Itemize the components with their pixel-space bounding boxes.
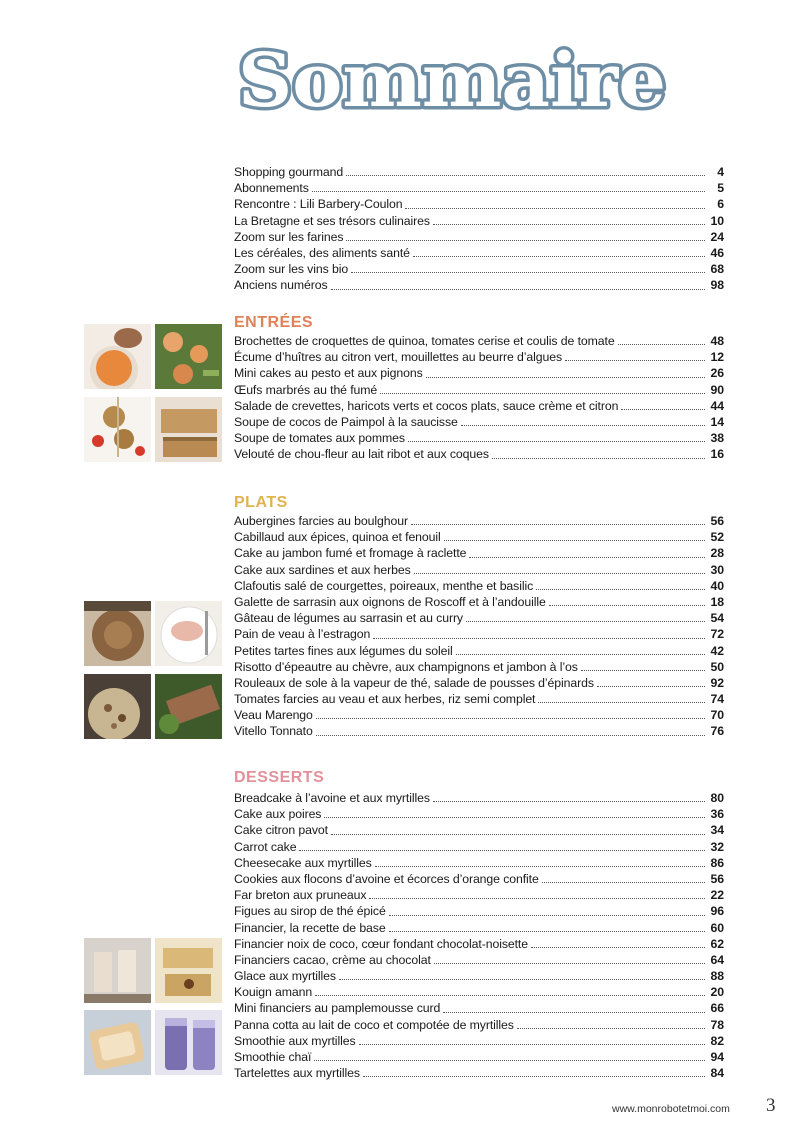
toc-entry-title: Anciens numéros (234, 278, 328, 293)
toc-row (234, 430, 724, 446)
toc-leader-dots (312, 190, 705, 192)
toc-row (234, 643, 724, 659)
toc-leader-dots (316, 734, 705, 736)
toc-leader-dots (369, 897, 705, 899)
toc-leader-dots (346, 239, 705, 241)
toc-leader-dots (469, 556, 705, 558)
toc-leader-dots (433, 800, 705, 802)
toc-leader-dots (315, 994, 705, 996)
toc-entry-page: 6 (717, 197, 724, 212)
toc-entry-title: Zoom sur les farines (234, 229, 344, 244)
toc-entry-title: Glace aux myrtilles (234, 969, 336, 984)
toc-row (234, 277, 724, 293)
toc-entry-page: 32 (710, 839, 724, 854)
toc-leader-dots (389, 914, 705, 916)
toc-leader-dots (389, 930, 705, 932)
toc-entry-page: 56 (710, 514, 724, 528)
toc-leader-dots (363, 1075, 705, 1077)
toc-entry-title: Mini cakes au pesto et aux pignons (234, 366, 423, 381)
toc-entry-page: 80 (710, 791, 724, 805)
toc-leader-dots (466, 620, 705, 622)
photo-smoothie-glasses (84, 938, 151, 1003)
toc-entry-title: Smoothie aux myrtilles (234, 1033, 356, 1048)
toc-entry-page: 78 (710, 1017, 724, 1032)
toc-entry-title: Soupe de tomates aux pommes (234, 431, 405, 446)
toc-entry-title: Panna cotta au lait de coco et compotée de myrtilles (234, 1017, 514, 1032)
toc-entry-title: Les céréales, des aliments santé (234, 245, 410, 260)
toc-entry-title: Financiers cacao, crème au chocolat (234, 952, 431, 967)
toc-entry-page: 10 (710, 213, 724, 228)
toc-leader-dots (426, 376, 705, 378)
desserts-heading: DESSERTS (234, 769, 325, 786)
photo-financiers (155, 938, 222, 1003)
toc-entry-title: Risotto d’épeautre au chèvre, aux champignons et jambon à l’os (234, 659, 578, 674)
toc-leader-dots (351, 271, 705, 273)
toc-entry-page: 48 (710, 334, 724, 348)
toc-row (234, 1049, 724, 1065)
plats-heading: PLATS (234, 494, 288, 511)
toc-entry-page: 26 (710, 366, 724, 381)
toc-leader-dots (433, 223, 705, 225)
photo-veal-loaf (155, 674, 222, 739)
toc-entry-page: 90 (710, 382, 724, 397)
toc-entry-page: 64 (710, 952, 724, 967)
toc-entry-title: Cheesecake aux myrtilles (234, 855, 372, 870)
toc-entry-page: 38 (710, 431, 724, 446)
toc-row (234, 610, 724, 626)
toc-row (234, 513, 724, 529)
toc-entry-page: 54 (710, 611, 724, 626)
toc-entry-page: 98 (710, 278, 724, 293)
toc-row (234, 594, 724, 610)
toc-row (234, 839, 724, 855)
toc-row (234, 968, 724, 984)
toc-entry-page: 42 (710, 643, 724, 658)
toc-entry-page: 28 (710, 546, 724, 561)
toc-leader-dots (339, 978, 705, 980)
toc-row (234, 213, 724, 229)
toc-row (234, 196, 724, 212)
toc-entry-title: Tomates farcies au veau et aux herbes, riz semi complet (234, 692, 536, 707)
toc-leader-dots (346, 174, 705, 176)
photo-galette (84, 601, 151, 666)
toc-row (234, 261, 724, 277)
toc-leader-dots (331, 833, 705, 835)
toc-entry-title: Veau Marengo (234, 708, 313, 723)
toc-entry-title: Soupe de cocos de Paimpol à la saucisse (234, 414, 458, 429)
toc-entry-title: Figues au sirop de thé épicé (234, 904, 386, 919)
toc-leader-dots (316, 717, 705, 719)
toc-entry-page: 96 (710, 904, 724, 919)
photo-soup (84, 324, 151, 389)
page-title (232, 34, 672, 124)
toc-entry-page: 88 (710, 969, 724, 984)
toc-entry-page: 40 (710, 578, 724, 593)
photo-shrimp-salad (155, 324, 222, 389)
toc-row (234, 414, 724, 430)
entrees-list (234, 333, 724, 463)
toc-entry-page: 62 (710, 936, 724, 951)
toc-entry-title: Galette de sarrasin aux oignons de Roscoff et à l’andouille (234, 594, 546, 609)
toc-entry-page: 84 (710, 1066, 724, 1081)
toc-leader-dots (443, 1011, 705, 1013)
toc-row (234, 984, 724, 1000)
toc-entry-title: Cake au jambon fumé et fromage à raclette (234, 546, 467, 561)
toc-entry-page: 72 (710, 627, 724, 642)
plats-list (234, 513, 724, 740)
toc-row (234, 529, 724, 545)
toc-entry-title: Abonnements (234, 181, 309, 196)
toc-leader-dots (331, 288, 705, 290)
toc-entry-title: Rencontre : Lili Barbery-Coulon (234, 197, 403, 212)
toc-row (234, 952, 724, 968)
toc-entry-page: 92 (710, 675, 724, 690)
toc-row (234, 626, 724, 642)
toc-leader-dots (517, 1027, 705, 1029)
toc-entry-title: Vitello Tonnato (234, 724, 313, 739)
toc-row (234, 855, 724, 871)
toc-leader-dots (375, 865, 705, 867)
toc-leader-dots (456, 653, 705, 655)
footer-website: www.monrobotetmoi.com (612, 1103, 730, 1115)
toc-entry-title: Zoom sur les vins bio (234, 262, 349, 277)
toc-row (234, 365, 724, 381)
toc-entry-page: 36 (710, 807, 724, 822)
toc-row (234, 887, 724, 903)
toc-leader-dots (380, 392, 705, 394)
toc-row (234, 398, 724, 414)
toc-leader-dots (621, 408, 705, 410)
toc-row (234, 1000, 724, 1016)
toc-row (234, 691, 724, 707)
toc-entry-page: 52 (710, 530, 724, 545)
toc-entry-title: Petites tartes fines aux légumes du soleil (234, 643, 453, 658)
toc-row (234, 180, 724, 196)
toc-leader-dots (444, 539, 705, 541)
toc-row (234, 545, 724, 561)
toc-entry-title: Kouign amann (234, 985, 313, 1000)
photo-blueberry-smoothie (155, 1010, 222, 1075)
toc-entry-title: Aubergines farcies au boulghour (234, 514, 408, 528)
toc-leader-dots (549, 604, 705, 606)
toc-row (234, 333, 724, 349)
toc-row (234, 920, 724, 936)
toc-leader-dots (492, 457, 705, 459)
toc-entry-title: Far breton aux pruneaux (234, 888, 367, 903)
toc-entry-title: Clafoutis salé de courgettes, poireaux, menthe et basilic (234, 578, 534, 593)
toc-entry-title: Écume d’huîtres au citron vert, mouillettes au beurre d’algues (234, 350, 563, 365)
toc-entry-title: Gâteau de légumes au sarrasin et au curry (234, 611, 463, 626)
toc-row (234, 675, 724, 691)
toc-entry-title: Smoothie chaï (234, 1050, 312, 1064)
photo-croquettes (84, 397, 151, 462)
page-title-text: Sommaire (238, 38, 666, 124)
toc-entry-page: 20 (710, 985, 724, 1000)
toc-leader-dots (324, 816, 705, 818)
toc-row (234, 562, 724, 578)
toc-entry-page: 24 (710, 229, 724, 244)
toc-entry-page: 22 (710, 888, 724, 903)
toc-leader-dots (565, 359, 705, 361)
toc-entry-page: 16 (710, 447, 724, 462)
toc-row (234, 1017, 724, 1033)
toc-row (234, 245, 724, 261)
toc-entry-page: 60 (710, 920, 724, 935)
toc-entry-page: 86 (710, 855, 724, 870)
toc-entry-title: Cake citron pavot (234, 823, 328, 838)
toc-leader-dots (413, 255, 705, 257)
toc-entry-title: Œufs marbrés au thé fumé (234, 382, 378, 397)
toc-leader-dots (411, 523, 705, 525)
toc-row (234, 659, 724, 675)
toc-leader-dots (408, 440, 705, 442)
toc-entry-title: Cake aux sardines et aux herbes (234, 562, 411, 577)
toc-leader-dots (314, 1059, 705, 1061)
toc-entry-title: Tartelettes aux myrtilles (234, 1066, 360, 1081)
toc-leader-dots (414, 572, 705, 574)
toc-row (234, 1065, 724, 1081)
toc-leader-dots (373, 637, 705, 639)
toc-entry-title: La Bretagne et ses trésors culinaires (234, 213, 430, 228)
toc-entry-page: 82 (710, 1033, 724, 1048)
photo-mini-cakes (155, 397, 222, 462)
toc-leader-dots (434, 962, 705, 964)
toc-row (234, 871, 724, 887)
toc-entry-title: Salade de crevettes, haricots verts et cocos plats, sauce crème et citron (234, 398, 619, 413)
toc-entry-page: 56 (710, 871, 724, 886)
toc-leader-dots (359, 1043, 706, 1045)
toc-entry-title: Carrot cake (234, 839, 297, 854)
toc-entry-page: 30 (710, 562, 724, 577)
toc-entry-page: 44 (710, 398, 724, 413)
toc-row (234, 806, 724, 822)
toc-row (234, 1033, 724, 1049)
toc-leader-dots (597, 685, 705, 687)
toc-leader-dots (538, 701, 705, 703)
toc-entry-title: Cake aux poires (234, 807, 322, 822)
toc-leader-dots (531, 946, 705, 948)
toc-row (234, 229, 724, 245)
photo-risotto (84, 674, 151, 739)
page-number: 3 (766, 1095, 776, 1116)
toc-row (234, 382, 724, 398)
toc-entry-title: Cabillaud aux épices, quinoa et fenouil (234, 530, 441, 545)
toc-leader-dots (581, 669, 705, 671)
toc-entry-page: 18 (710, 594, 724, 609)
toc-entry-page: 50 (710, 659, 724, 674)
toc-row (234, 723, 724, 739)
toc-row (234, 790, 724, 806)
toc-entry-title: Velouté de chou-fleur au lait ribot et aux coques (234, 447, 489, 462)
toc-entry-page: 5 (717, 181, 724, 196)
entrees-heading: ENTRÉES (234, 314, 314, 331)
toc-leader-dots (461, 424, 705, 426)
toc-entry-page: 66 (710, 1001, 724, 1016)
toc-entry-page: 76 (710, 724, 724, 739)
toc-leader-dots (405, 207, 705, 209)
toc-row (234, 903, 724, 919)
toc-row (234, 707, 724, 723)
toc-entry-page: 12 (710, 350, 724, 365)
toc-entry-title: Brochettes de croquettes de quinoa, tomates cerise et coulis de tomate (234, 334, 615, 348)
toc-entry-title: Rouleaux de sole à la vapeur de thé, salade de pousses d’épinards (234, 675, 594, 690)
toc-entry-page: 4 (717, 165, 724, 179)
toc-entry-title: Breadcake à l’avoine et aux myrtilles (234, 791, 430, 805)
toc-leader-dots (536, 588, 705, 590)
toc-entry-page: 74 (710, 692, 724, 707)
toc-row (234, 446, 724, 462)
intro-list (234, 164, 724, 294)
toc-entry-title: Cookies aux flocons d’avoine et écorces d’orange confite (234, 871, 539, 886)
toc-leader-dots (542, 881, 705, 883)
desserts-list (234, 790, 724, 1081)
toc-entry-page: 70 (710, 708, 724, 723)
toc-leader-dots (299, 849, 705, 851)
toc-entry-page: 46 (710, 245, 724, 260)
toc-entry-title: Mini financiers au pamplemousse curd (234, 1001, 441, 1016)
toc-entry-title: Financier noix de coco, cœur fondant chocolat-noisette (234, 936, 528, 951)
toc-row (234, 822, 724, 838)
toc-entry-title: Shopping gourmand (234, 165, 344, 179)
toc-entry-page: 68 (710, 262, 724, 277)
toc-row (234, 164, 724, 180)
toc-leader-dots (618, 343, 705, 345)
toc-row (234, 349, 724, 365)
toc-entry-title: Financier, la recette de base (234, 920, 386, 935)
toc-entry-page: 94 (710, 1050, 724, 1064)
toc-entry-title: Pain de veau à l’estragon (234, 627, 371, 642)
toc-row (234, 578, 724, 594)
photo-kouign-amann (84, 1010, 151, 1075)
toc-entry-page: 34 (710, 823, 724, 838)
toc-entry-page: 14 (710, 414, 724, 429)
photo-fish-plate (155, 601, 222, 666)
toc-row (234, 936, 724, 952)
